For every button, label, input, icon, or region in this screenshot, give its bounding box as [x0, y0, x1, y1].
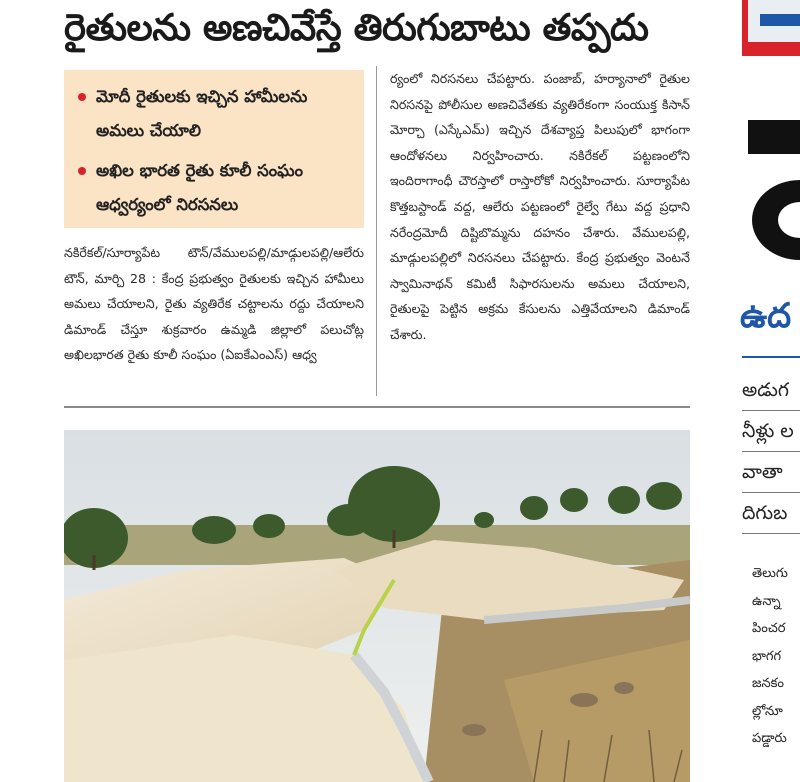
adjacent-divider: [742, 356, 800, 358]
text-line: పడ్డారు: [752, 731, 787, 746]
article-body-left: నకిరేకల్/సూర్యాపేట టౌన్/వేములపల్లి/మాడ్గులపల్లి/ఆలేరు టౌన్, మార్చి 28 : కేంద్ర ప్రభుత్వం రైతులకు ఇచ్చిన హామీలు అమలు చేయాలని, రైతు వ్యతిరేక చట్టాలను రద్దు చేయాలని డిమాండ్ చేస్తూ శుక్రవారం ఉమ్మడి జిల్లాలో పలుచోట్ల అఖిలభారత రైతు కూలీ సంఘం (ఏఐకేఎంఎస్) ఆధ్వ: [64, 245, 364, 363]
article-photo: [64, 430, 690, 782]
highlight-text: మోదీ రైతులకు ఇచ్చిన హామీలను అమలు చేయాలి: [96, 87, 308, 140]
list-item: వాతా: [742, 452, 800, 493]
adjacent-blue-heading: ఉద: [740, 296, 792, 336]
highlights-box: [64, 70, 364, 228]
adjacent-graphic: [740, 0, 800, 58]
text-line: భాగగ: [752, 648, 782, 664]
text-line: ల్లోనూ: [752, 703, 783, 719]
highlight-item: [74, 80, 354, 148]
column-divider: [376, 66, 377, 396]
section-divider: [64, 406, 690, 408]
article-headline: రైతులను అణచివేస్తే తిరుగుబాటు తప్పదు: [64, 6, 649, 49]
text-line: జనకం: [752, 676, 785, 691]
adjacent-body-text: [752, 560, 800, 753]
bullet-icon: [78, 93, 86, 101]
text-line: పించర: [752, 621, 786, 636]
text-line: తెలుగు: [752, 566, 788, 581]
bullet-icon: [78, 167, 86, 175]
article-body-right: ర్యంలో నిరసనలు చేపట్టారు. పంజాబ్, హర్యానాలో రైతుల నిరసనపై పోలీసుల అణచివేతకు వ్యతిరేకంగా సంయుక్త కిసాన్ మోర్చా (ఎస్కేఎమ్) ఇచ్చిన దేశవ్యాప్త పిలుపులో భాగంగా ఆందోళనలు నిర్వహించారు. నకిరేకల్ పట్టణంలోని ఇందిరాగాంధీ చౌరస్తాలో రాస్తారోకో నిర్వహించారు. సూర్యాపేట కొత్తబస్టాండ్ వద్ద, ఆలేరు పట్టణంలో రైల్వే గేటు వద్ద ప్రధాని నరేంద్రమోదీ దిష్టిబొమ్మను దహనం చేశారు. వేములపల్లి, మాడ్గులపల్లిలో నిరసనలు చేపట్టారు. కేంద్ర ప్రభుత్వం వెంటనే స్వామినాథన్ కమిటీ సిఫారసులను అమలు చేయాలని, రైతులపై పెట్టిన అక్రమ కేసులను ఎత్తివేయాలని డిమాండ్ చేశారు.: [390, 71, 690, 342]
adjacent-list: [742, 370, 800, 534]
list-item: అడుగ: [742, 370, 800, 411]
adjacent-big-glyph: [742, 112, 800, 262]
highlight-text: అఖిల భారత రైతు కూలీ సంఘం ఆధ్వర్యంలో నిరసనలు: [96, 161, 303, 214]
list-item: దిగుబ: [742, 493, 800, 534]
highlight-item: [74, 154, 354, 222]
text-line: ఉన్నా: [752, 593, 781, 609]
list-item: నీళ్లు ల: [742, 411, 800, 452]
